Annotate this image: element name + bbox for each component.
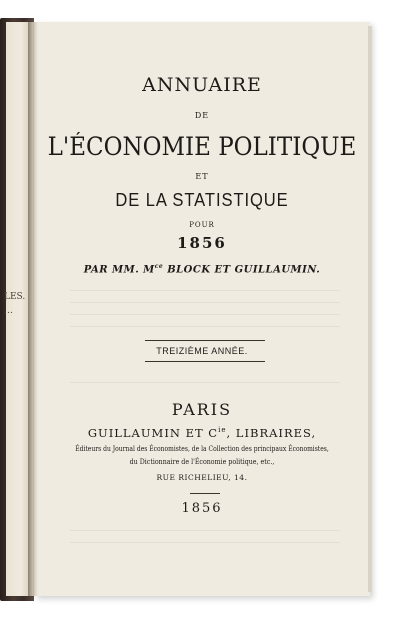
show-through-line (70, 302, 340, 303)
left-page-fragment-1: LES. (4, 292, 26, 302)
show-through-line (70, 290, 340, 291)
edition-label: TREIZIÈME ANNÉE. (156, 346, 248, 356)
title-line-6: POUR (189, 221, 215, 229)
publisher-address: RUE RICHELIEU, 14. (156, 473, 248, 482)
authors-superscript: ce (154, 263, 164, 270)
title-line-3: L'ÉCONOMIE POLITIQUE (47, 132, 357, 161)
publication-year: 1856 (181, 501, 223, 516)
show-through-line (70, 542, 340, 543)
publisher-description-1: Éditeurs du Journal des Économistes, de la Collection des principaux Économistes, (75, 445, 329, 453)
show-through-line (70, 314, 340, 315)
show-through-line (70, 326, 340, 327)
address-rule (190, 493, 220, 494)
title-line-4: ET (195, 172, 209, 181)
authors-prefix: PAR MM. M (83, 264, 155, 276)
publication-city: PARIS (171, 400, 233, 419)
show-through-line (70, 382, 340, 383)
show-through-line (70, 530, 340, 531)
left-page-fragment-2: … (4, 306, 13, 316)
title-year: 1856 (177, 234, 227, 252)
title-line-1: ANNUAIRE (142, 74, 262, 96)
publisher-prefix: GUILLAUMIN ET C (87, 426, 219, 440)
left-page (6, 22, 30, 596)
title-line-2: DE (194, 111, 210, 120)
authors-line (34, 263, 370, 275)
publisher-suffix: , LIBRAIRES, (226, 426, 317, 440)
title-line-5: DE LA STATISTIQUE (115, 190, 289, 210)
publisher-line (34, 426, 370, 440)
edition-rule-bottom (145, 361, 265, 362)
publisher-superscript: ie (218, 426, 227, 435)
edition-rule-top (145, 340, 265, 341)
authors-suffix: BLOCK ET GUILLAUMIN. (163, 264, 321, 276)
publisher-description-2: du Dictionnaire de l'Économie politique, etc., (129, 458, 275, 466)
left-page-text (4, 290, 25, 318)
